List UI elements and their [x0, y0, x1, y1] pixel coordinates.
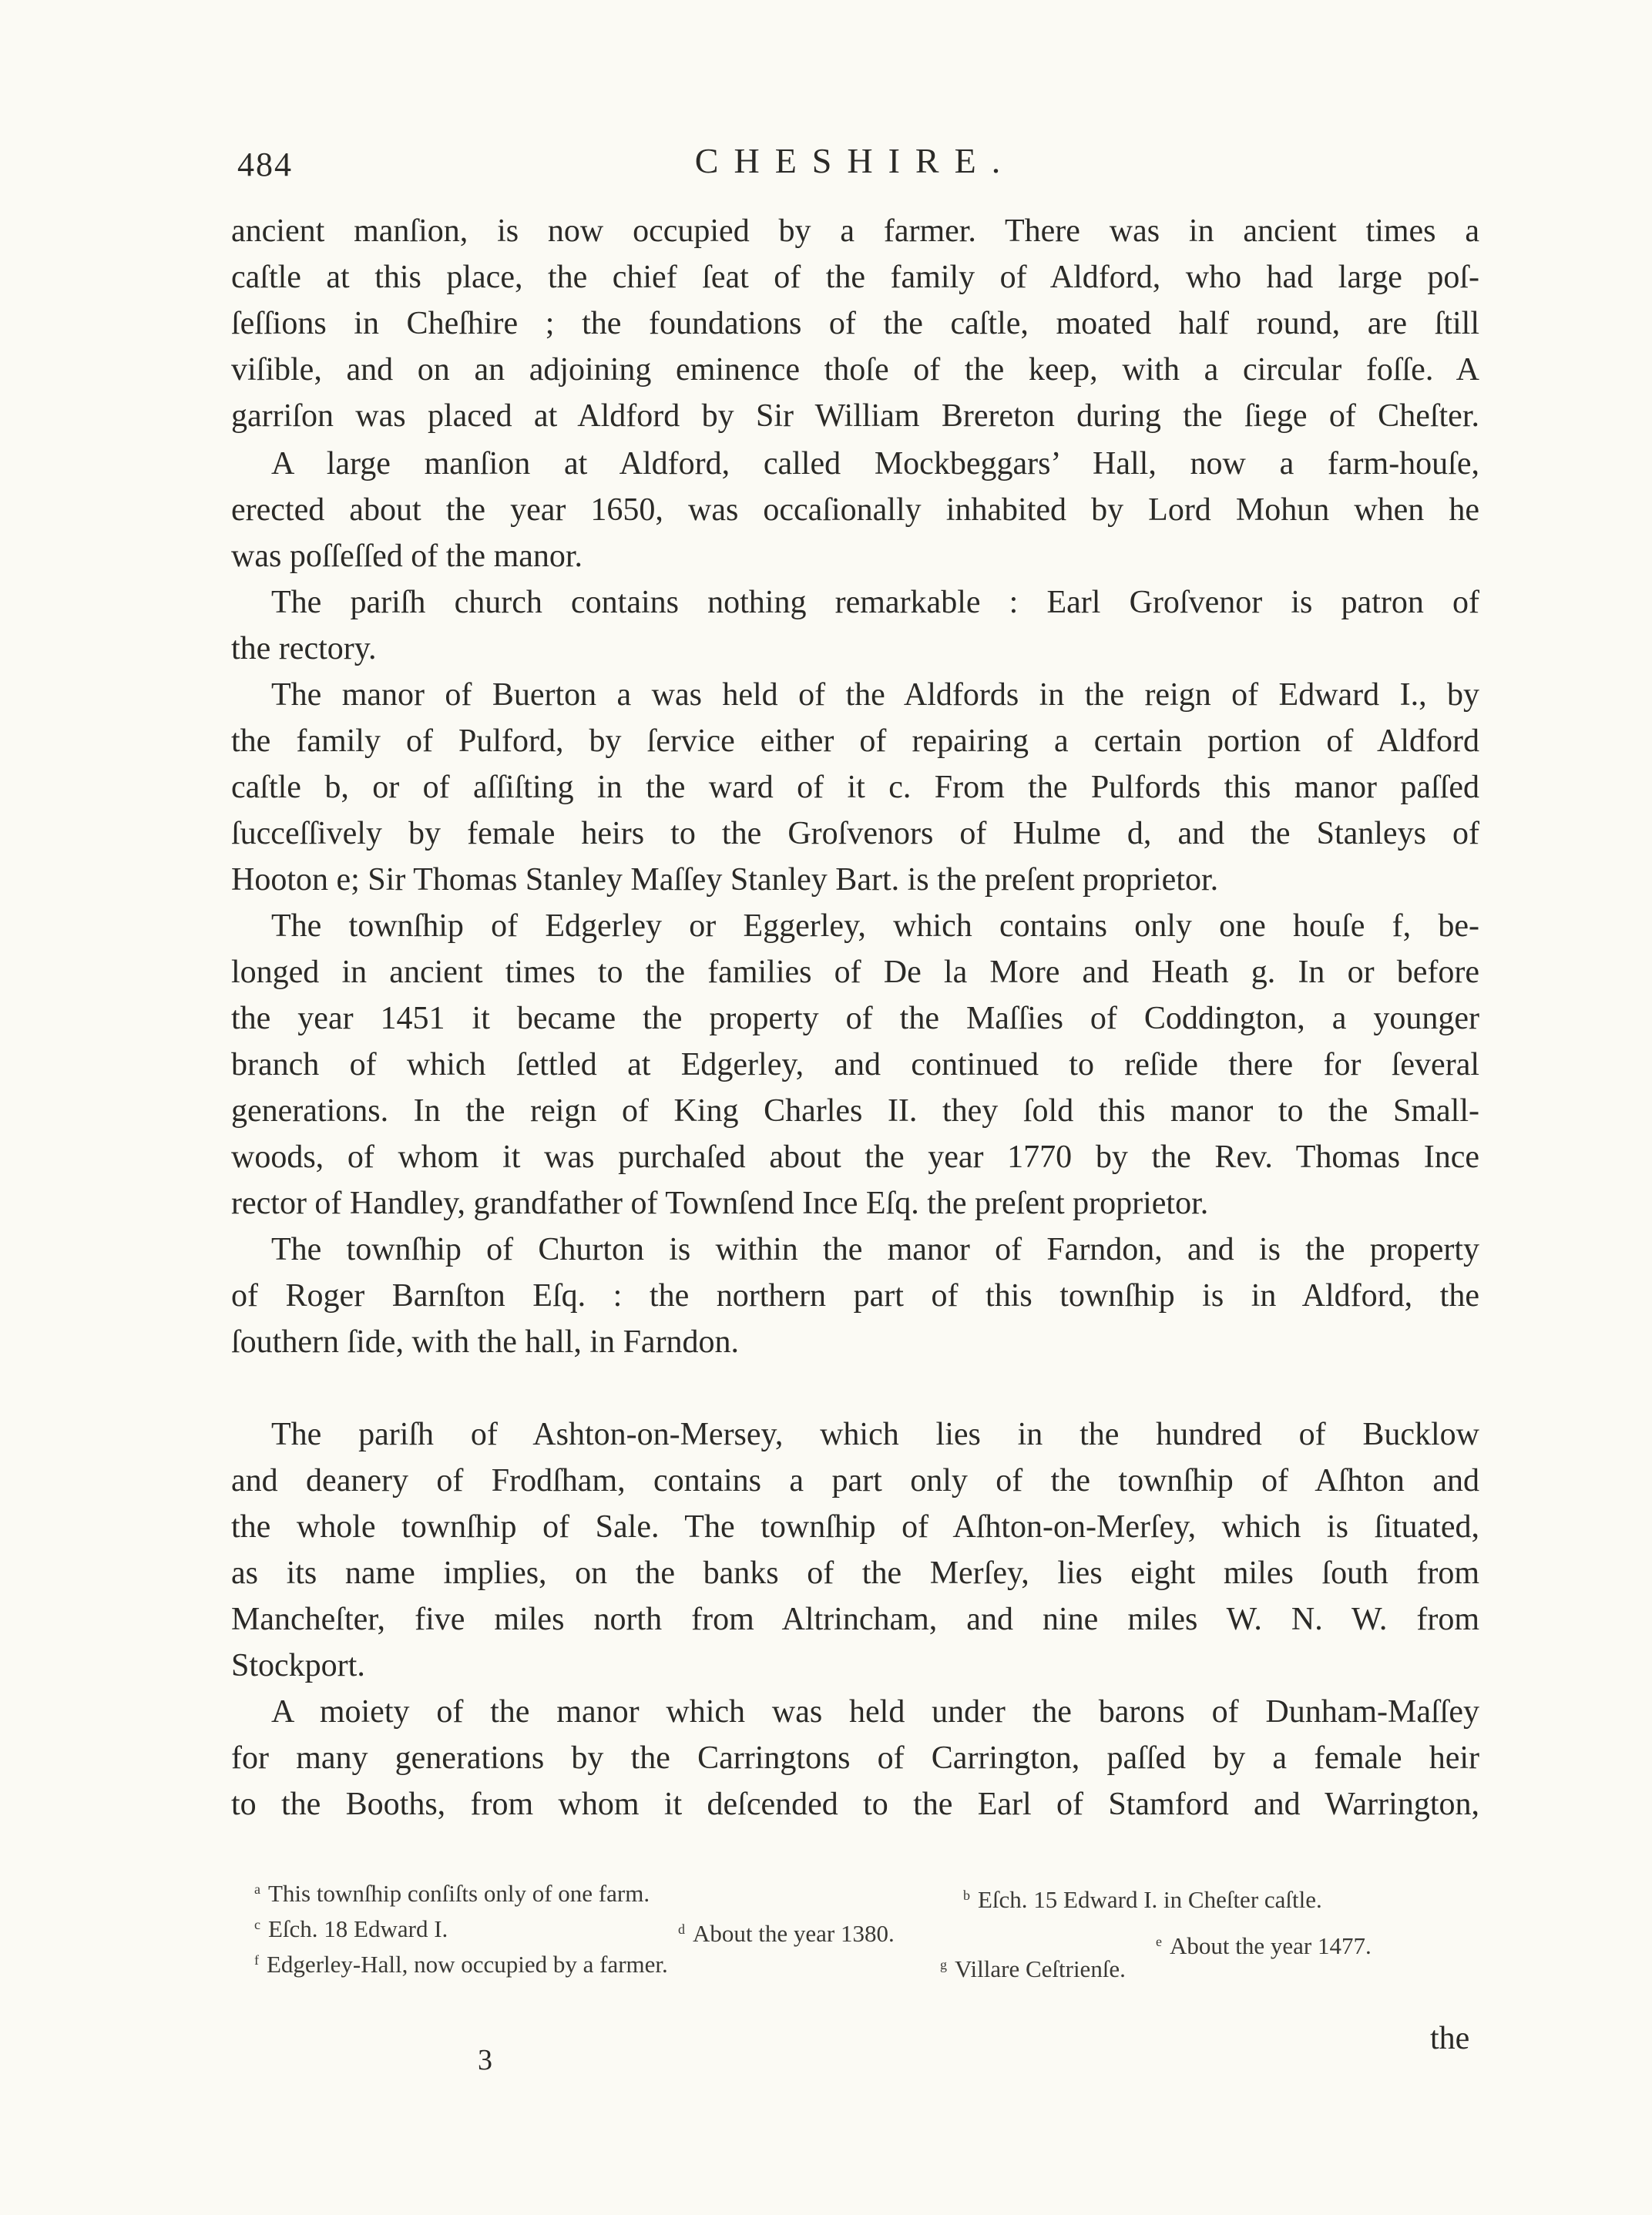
page-number: 484	[237, 146, 293, 183]
footnote-c	[254, 1914, 448, 1945]
text-line: Stockport.	[231, 1648, 365, 1683]
footnote-mark: b	[963, 1888, 970, 1903]
footnote-d	[678, 1918, 895, 1949]
text-line: A large manſion at Aldford, called Mockbeggars’ Hall, now a farm-houſe,	[271, 446, 1479, 482]
text-line: erected about the year 1650, was occaſionally inhabited by Lord Mohun when he	[231, 492, 1479, 528]
footnote-mark: a	[254, 1881, 260, 1897]
text-line: and deanery of Frodſham, contains a part only of the townſhip of Aſhton and	[231, 1463, 1479, 1498]
footnote-a	[254, 1878, 650, 1909]
footnote-text: Edgerley-Hall, now occupied by a farmer.	[267, 1951, 668, 1978]
text-line: The pariſh of Ashton-on-Mersey, which lies in the hundred of Bucklow	[271, 1417, 1479, 1452]
footnote-mark: f	[254, 1952, 259, 1968]
footnote-mark: e	[1156, 1934, 1162, 1949]
footnote-mark: c	[254, 1917, 260, 1932]
text-line: of Roger Barnſton Eſq. : the northern part of this townſhip is in Aldford, the	[231, 1278, 1479, 1314]
text-line: ancient manſion, is now occupied by a farmer. There was in ancient times a	[231, 213, 1479, 249]
text-line: The pariſh church contains nothing remarkable : Earl Groſvenor is patron of	[271, 585, 1479, 620]
footnote-b	[963, 1884, 1322, 1915]
footnote-e	[1156, 1931, 1372, 1962]
text-line: A moiety of the manor which was held under the barons of Dunham-Maſſey	[271, 1694, 1479, 1730]
footnote-text: Villare Ceſtrienſe.	[955, 1955, 1126, 1982]
text-line: the year 1451 it became the property of the Maſſies of Coddington, a younger	[231, 1001, 1479, 1036]
text-line: woods, of whom it was purchaſed about the year 1770 by the Rev. Thomas Ince	[231, 1139, 1479, 1175]
text-line: garriſon was placed at Aldford by Sir William Brereton during the ſiege of Cheſter.	[231, 398, 1479, 434]
footnote-g	[940, 1954, 1126, 1985]
text-line: ſeſſions in Cheſhire ; the foundations of the caſtle, moated half round, are ſtill	[231, 306, 1479, 341]
text-line: the whole townſhip of Sale. The townſhip of Aſhton-on-Merſey, which is ſituated,	[231, 1509, 1479, 1545]
text-line: to the Booths, from whom it deſcended to the Earl of Stamford and Warrington,	[231, 1787, 1479, 1822]
text-line: rector of Handley, grandfather of Townſend Ince Eſq. the preſent proprietor.	[231, 1186, 1209, 1221]
text-line: The townſhip of Edgerley or Eggerley, which contains only one houſe f, be-	[271, 908, 1479, 944]
text-line: the rectory.	[231, 631, 377, 666]
text-line: caſtle b, or of aſſiſting in the ward of it c. From the Pulfords this manor paſſed	[231, 770, 1479, 805]
footnote-text: Eſch. 18 Edward I.	[268, 1915, 448, 1942]
footnote-text: This townſhip conſiſts only of one farm.	[268, 1880, 650, 1907]
text-line: Mancheſter, five miles north from Altrincham, and nine miles W. N. W. from	[231, 1602, 1479, 1637]
footnote-f	[254, 1949, 668, 1980]
text-line: The manor of Buerton a was held of the Aldfords in the reign of Edward I., by	[271, 677, 1479, 713]
page-header	[231, 140, 1479, 194]
footnote-text: About the year 1380.	[693, 1920, 895, 1947]
text-line: for many generations by the Carringtons of Carrington, paſſed by a female heir	[231, 1740, 1479, 1776]
text-line: Hooton e; Sir Thomas Stanley Maſſey Stanley Bart. is the preſent proprietor.	[231, 862, 1219, 898]
footnote-mark: d	[678, 1921, 685, 1937]
catchword: the	[1430, 2021, 1470, 2056]
text-line: ſouthern ſide, with the hall, in Farndon.	[231, 1324, 740, 1360]
running-title: CHESHIRE.	[694, 141, 1016, 180]
text-line: the family of Pulford, by ſervice either of repairing a certain portion of Aldford	[231, 723, 1479, 759]
text-line: The townſhip of Churton is within the manor of Farndon, and is the property	[271, 1232, 1479, 1267]
text-line: viſible, and on an adjoining eminence thoſe of the keep, with a circular foſſe. A	[231, 352, 1479, 388]
text-line: ſucceſſively by female heirs to the Groſvenors of Hulme d, and the Stanleys of	[231, 816, 1479, 851]
text-line: longed in ancient times to the families of De la More and Heath g. In or before	[231, 955, 1479, 990]
footnote-text: About the year 1477.	[1170, 1932, 1372, 1959]
signature-mark: 3	[478, 2044, 492, 2076]
text-line: was poſſeſſed of the manor.	[231, 539, 583, 574]
text-line: caſtle at this place, the chief ſeat of the family of Aldford, who had large poſ-	[231, 260, 1479, 295]
text-line: as its name implies, on the banks of the Merſey, lies eight miles ſouth from	[231, 1556, 1479, 1591]
footnote-text: Eſch. 15 Edward I. in Cheſter caſtle.	[978, 1886, 1322, 1913]
text-line: generations. In the reign of King Charles II. they ſold this manor to the Small-	[231, 1093, 1479, 1129]
text-line: branch of which ſettled at Edgerley, and continued to reſide there for ſeveral	[231, 1047, 1479, 1082]
footnote-mark: g	[940, 1957, 947, 1972]
